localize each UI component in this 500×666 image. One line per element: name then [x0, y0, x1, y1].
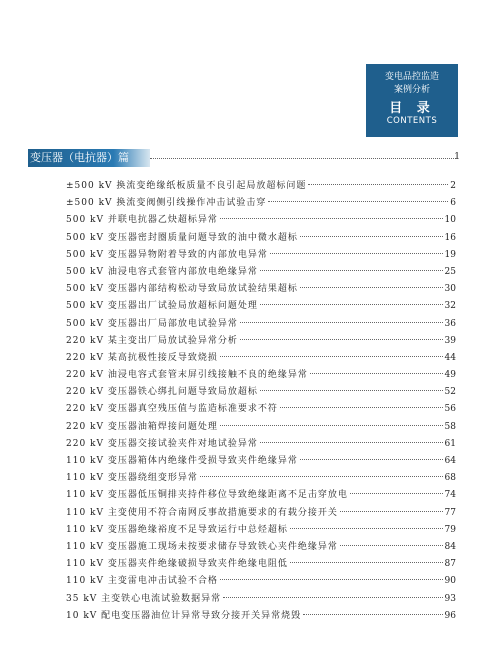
- toc-entry-title: 500 kV 变压器内部结构松动导致局放试验结果超标: [66, 284, 298, 295]
- toc-entry-title: ±500 kV 换流变绝缘纸板质量不良引起局放超标问题: [66, 181, 307, 191]
- toc-entry-page: 16: [444, 232, 456, 243]
- leader-dots: [340, 545, 443, 546]
- leader-dots: [308, 184, 448, 185]
- leader-dots: [290, 562, 443, 563]
- catalog-badge: [366, 64, 458, 137]
- toc-entry[interactable]: [66, 264, 456, 281]
- toc-entry-page: 90: [444, 576, 456, 587]
- toc-entry-title: 110 kV 变压器夹件绝缘破损导致夹件绝缘电阻低: [66, 559, 288, 570]
- toc-entry[interactable]: [66, 436, 456, 453]
- catalog-heading: 目 录: [389, 101, 435, 116]
- toc-entry[interactable]: [66, 453, 456, 470]
- leader-dots: [300, 459, 443, 460]
- leader-dots: [340, 511, 443, 512]
- leader-dots: [220, 356, 443, 357]
- toc-entry-page: 10: [444, 215, 456, 226]
- toc-entry-title: 110 kV 变压器低压铜排夹持件移位导致绝缘距离不足击穿放电: [66, 490, 348, 501]
- toc-entry-page: 30: [444, 284, 456, 295]
- toc-entry[interactable]: [66, 350, 456, 367]
- leader-dots: [268, 201, 448, 202]
- toc-entry-title: 110 kV 变压器施工现场未按要求储存导致铁心夹件绝缘异常: [66, 541, 338, 552]
- leader-dots: [300, 236, 443, 237]
- toc-entry-title: 110 kV 变压器绕组变形异常: [66, 473, 198, 484]
- toc-list: [66, 178, 456, 625]
- leader-dots: [280, 407, 443, 408]
- toc-entry-title: 110 kV 变压器绝缘裕度不足导致运行中总烃超标: [66, 524, 288, 535]
- toc-entry[interactable]: [66, 556, 456, 573]
- section-page-number: 1: [454, 152, 460, 162]
- toc-entry-title: 500 kV 变压器出厂试验局放超标问题处理: [66, 301, 258, 312]
- toc-entry[interactable]: [66, 522, 456, 539]
- toc-entry-title: 220 kV 某主变出厂局放试验异常分析: [66, 335, 238, 346]
- toc-entry-page: 84: [444, 541, 456, 552]
- leader-dots: [310, 373, 443, 374]
- toc-entry-page: 6: [450, 198, 456, 209]
- toc-entry-title: 220 kV 变压器油箱焊接问题处理: [66, 421, 218, 432]
- series-title-line2: 案例分析: [393, 85, 430, 95]
- toc-entry-page: 56: [444, 404, 456, 415]
- series-title-line1: 变电品控监造: [384, 72, 439, 82]
- toc-entry-title: 110 kV 变压器箱体内绝缘件受损导致夹件绝缘异常: [66, 456, 298, 466]
- toc-entry[interactable]: [66, 591, 456, 608]
- toc-entry[interactable]: [66, 470, 456, 487]
- toc-entry[interactable]: [66, 298, 456, 315]
- toc-entry-title: 500 kV 油浸电容式套管内部放电绝缘异常: [66, 266, 258, 277]
- toc-entry-page: 49: [444, 370, 456, 381]
- toc-entry[interactable]: [66, 487, 456, 504]
- leader-dots: [240, 339, 443, 340]
- toc-entry-title: 220 kV 变压器真空残压值与监造标准要求不符: [66, 404, 278, 415]
- toc-entry-title: 10 kV 配电变压器油位计异常导致分接开关异常烧毁: [66, 610, 302, 621]
- toc-entry-page: 68: [444, 473, 456, 484]
- toc-entry-title: 35 kV 主变铁心电流试验数据异常: [66, 593, 222, 604]
- toc-entry-title: 110 kV 主变使用不符合南网反事故措施要求的有载分接开关: [66, 507, 338, 518]
- toc-entry-title: 220 kV 油浸电容式套管末屏引线接触不良的绝缘异常: [66, 370, 308, 381]
- toc-entry-page: 32: [444, 301, 456, 312]
- toc-entry-page: 79: [444, 524, 456, 535]
- leader-dots: [290, 528, 443, 529]
- toc-entry-title: 500 kV 变压器异物附着导致的内部放电异常: [66, 249, 268, 260]
- section-leader-dots: [150, 158, 456, 159]
- leader-dots: [240, 322, 443, 323]
- leader-dots: [200, 476, 443, 477]
- leader-dots: [223, 597, 442, 598]
- toc-entry[interactable]: [66, 230, 456, 247]
- toc-entry[interactable]: [66, 505, 456, 522]
- toc-entry[interactable]: [66, 316, 456, 333]
- toc-entry[interactable]: [66, 401, 456, 418]
- toc-entry-page: 19: [444, 249, 456, 260]
- toc-entry[interactable]: [66, 608, 456, 625]
- section-title[interactable]: 变压器（电抗器）篇: [30, 151, 129, 164]
- leader-dots: [260, 442, 443, 443]
- catalog-heading-en: CONTENTS: [386, 116, 438, 126]
- toc-entry-page: 39: [444, 335, 456, 346]
- toc-entry[interactable]: [66, 178, 456, 195]
- toc-entry[interactable]: [66, 212, 456, 229]
- toc-entry[interactable]: [66, 195, 456, 212]
- leader-dots: [350, 493, 443, 494]
- leader-dots: [300, 287, 443, 288]
- leader-dots: [220, 425, 443, 426]
- toc-entry-page: 96: [444, 610, 456, 621]
- toc-entry[interactable]: [66, 367, 456, 384]
- toc-entry-title: 110 kV 主变雷电冲击试验不合格: [66, 576, 218, 587]
- leader-dots: [220, 218, 443, 219]
- toc-entry-page: 52: [444, 387, 456, 398]
- toc-entry-page: 36: [444, 318, 456, 329]
- leader-dots: [220, 579, 443, 580]
- toc-entry-page: 64: [444, 456, 456, 466]
- toc-entry-page: 25: [444, 266, 456, 277]
- toc-entry-page: 93: [444, 593, 456, 604]
- leader-dots: [260, 270, 443, 271]
- leader-dots: [260, 390, 443, 391]
- leader-dots: [303, 614, 442, 615]
- toc-entry-page: 61: [444, 438, 456, 449]
- toc-entry-page: 87: [444, 559, 456, 570]
- toc-entry-title: 500 kV 变压器密封圈质量问题导致的油中微水超标: [66, 232, 298, 243]
- toc-entry[interactable]: [66, 419, 456, 436]
- toc-entry-page: 77: [444, 507, 456, 518]
- toc-entry[interactable]: [66, 333, 456, 350]
- toc-entry[interactable]: [66, 281, 456, 298]
- toc-entry-title: 220 kV 某高抗极性接反导致烧损: [66, 352, 218, 363]
- toc-entry-title: ±500 kV 换流变阀侧引线操作冲击试验击穿: [66, 198, 267, 209]
- toc-entry-title: 500 kV 并联电抗器乙炔超标异常: [66, 215, 218, 226]
- toc-entry[interactable]: [66, 573, 456, 590]
- toc-entry-page: 74: [444, 490, 456, 501]
- toc-entry-title: 220 kV 变压器交接试验夹件对地试验异常: [66, 438, 258, 449]
- toc-entry[interactable]: [66, 384, 456, 401]
- toc-entry-page: 58: [444, 421, 456, 432]
- toc-entry-title: 220 kV 变压器铁心绑扎问题导致局放超标: [66, 387, 258, 398]
- toc-entry[interactable]: [66, 539, 456, 556]
- leader-dots: [270, 253, 443, 254]
- leader-dots: [260, 304, 443, 305]
- toc-entry-page: 2: [450, 181, 456, 191]
- toc-entry[interactable]: [66, 247, 456, 264]
- toc-entry-page: 44: [444, 352, 456, 363]
- toc-entry-title: 500 kV 变压器出厂局部放电试验异常: [66, 318, 238, 329]
